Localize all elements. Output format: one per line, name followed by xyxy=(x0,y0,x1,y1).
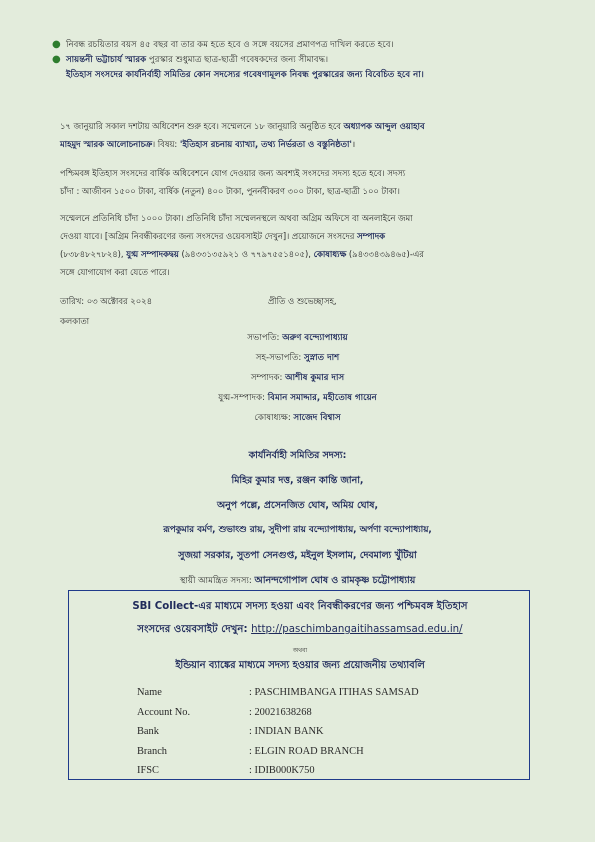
place-text: কলকাতা xyxy=(60,316,90,326)
indian-bank-heading: ইন্ডিয়ান ব্যাঙ্কের মাধ্যমে সদস্য হওয়ার জন্য প্রয়োজনীয় তথ্যাবলি xyxy=(175,660,425,671)
membership-paragraph: পশ্চিমবঙ্গ ইতিহাস সংসদের বার্ষিক অধিবেশনে যোগ দেওয়ার জন্য অবশ্যই সংসদের সদস্য হতে হবে। সদস্য চাঁদা : আজীবন ১৫০০ টাকা, বার্ষিক (নতুন) ৪০০ টাকা, পুনর্নবীকরণ ৩০০ টাকা, ছাত্র-ছাত্রী ১০০ টাকা। xyxy=(60,168,406,196)
website-link[interactable]: http://paschimbangaitihassamsad.edu.in/ xyxy=(251,624,463,635)
payment-info-box xyxy=(68,590,530,780)
office-bearer: সম্পাদক: আশীষ কুমার দাস xyxy=(250,373,345,383)
bank-row: Bank : INDIAN BANK xyxy=(137,726,324,738)
bullet-item xyxy=(52,38,572,53)
office-bearer: কোষাধ্যক্ষ: সাজেদ বিশ্বাস xyxy=(254,413,341,423)
bank-row: IFSC : IDIB000K750 xyxy=(137,765,315,777)
members-line: অনুপ পল্লে, প্রসেনজিত ঘোষ, অমিয় ঘোষ, xyxy=(216,500,379,511)
or-text: অথবা xyxy=(292,647,308,654)
session-paragraph: ১৭ জানুয়ারি সকাল দশটায় অধিবেশন শুরু হবে। সম্মেলনে ১৮ জানুয়ারি অনুষ্ঠিত হবে অধ্যাপক আব্দুল ওয়াহাব মাহমুদ স্মারক আলোচনাচক্র। বিষয়: 'ইতিহাস রচনায় ব্যাখ্যা, তথ্য নির্ভরতা ও বস্তুনিষ্ঠতা'। xyxy=(60,121,425,149)
bank-row: Account No. : 20021638268 xyxy=(137,706,312,718)
office-bearer: যুগ্ম-সম্পাদক: বিমান সমাদ্দার, মহীতোষ গায়েন xyxy=(218,393,377,403)
bank-row: Branch : ELGIN ROAD BRANCH xyxy=(137,745,364,757)
bullet-item xyxy=(52,53,572,68)
bullet-text: সায়ন্তনী ভট্টাচার্য স্মারক পুরস্কার শুধুমাত্র ছাত্র-ছাত্রী গবেষকদের জন্য সীমাবদ্ধ। xyxy=(66,55,329,65)
date-text: তারিখ: ০৩ অক্টোবর ২০২৪ xyxy=(60,296,153,306)
office-bearer: সভাপতি: অরুণ বন্দ্যোপাধ্যায় xyxy=(247,333,348,343)
members-line: মিহির কুমার দত্ত, রঞ্জন কান্তি জানা, xyxy=(231,475,364,486)
bank-details-table xyxy=(137,683,419,781)
bank-row: Name : PASCHIMBANGA ITIHAS SAMSAD xyxy=(137,687,419,699)
bullet-icon: ● xyxy=(52,39,61,50)
office-bearer: সহ-সভাপতি: সুস্নাত দাশ xyxy=(255,353,340,363)
bullet-icon: ● xyxy=(52,54,61,65)
members-line: সুজয়া সরকার, সুতপা সেনগুপ্ত, মইনুল ইসলাম, দেবমাল্য খুঁটিয়া xyxy=(178,550,417,561)
signature-block xyxy=(60,291,540,331)
office-bearers xyxy=(60,328,535,428)
notice-text: ইতিহাস সংসদের কার্যনির্বাহী সমিতির কোন সদস্যের গবেষণামূলক নিবন্ধ পুরস্কারের জন্য বিবেচিত হবে না। xyxy=(66,70,424,80)
bullet-text: নিবন্ধ রচয়িতার বয়স ৪৫ বছর বা তার কম হতে হবে ও সঙ্গে বয়সের প্রমাণপত্র দাখিল করতে হবে। xyxy=(66,40,394,50)
sbi-website-text: সংসদের ওয়েবসাইট দেখুন: http://paschimbangaitihassamsad.edu.in/ xyxy=(137,624,463,635)
greeting-text: প্রীতি ও শুভেচ্ছাসহ, xyxy=(268,296,337,306)
invited-members: স্থায়ী আমন্ত্রিত সদস্য: আনন্দগোপাল ঘোষ ও রামকৃষ্ণ চট্টোপাধ্যায় xyxy=(179,575,416,586)
members-heading: কার্যনির্বাহী সমিতির সদস্য: xyxy=(248,450,347,461)
eligibility-bullets xyxy=(52,38,572,83)
sbi-collect-text: SBI Collect-এর মাধ্যমে সদস্য হওয়া এবং নিবন্ধীকরণের জন্য পশ্চিমবঙ্গ ইতিহাস xyxy=(132,601,468,612)
delegate-paragraph: সম্মেলনে প্রতিনিধি চাঁদা ১০০০ টাকা। প্রতিনিধি চাঁদা সম্মেলনস্থলে অথবা অগ্রিম অফিসে বা অনলাইনে জমা দেওয়া যাবে। [অগ্রিম নিবন্ধীকরণের জন্য সংসদের ওয়েবসাইট দেখুন]। প্রয়োজনে সংসদের সম্পাদক (৮৩৮৪৮২৭৮২৪), যুগ্ম সম্পাদকদ্বয় (৯৪৩৩১৩৫৯২১ ও ৭৭৯৭৫৫১৪০৫), কোষাধ্যক্ষ (৯৪৩৩৪৩৯৪৬৫)-এর সঙ্গে যোগাযোগ করা যেতে পারে। xyxy=(60,213,424,277)
members-line: রূপকুমার বর্মণ, শুভাংশু রায়, সুদীপা রায় বন্দ্যোপাধ্যায়, অর্পণা বন্দ্যোপাধ্যায়, xyxy=(163,525,432,535)
executive-members xyxy=(60,443,535,594)
